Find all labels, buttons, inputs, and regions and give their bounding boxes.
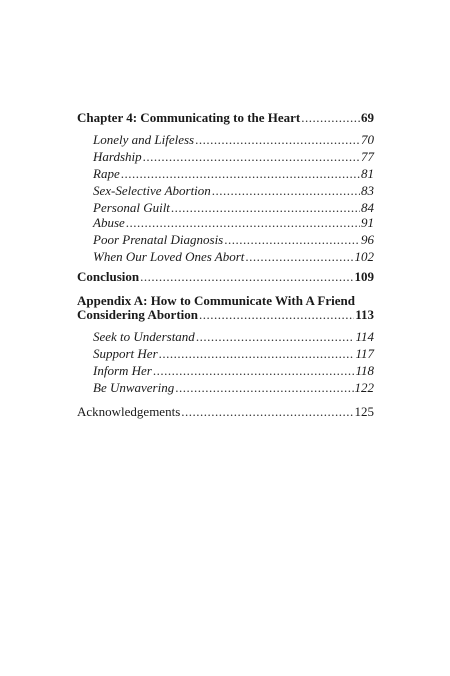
dot-leader	[301, 109, 360, 127]
entry-title: Support Her	[93, 346, 158, 361]
dot-leader	[126, 214, 360, 232]
entry-title: Chapter 4: Communicating to the Heart	[77, 110, 301, 125]
toc-subentry[interactable]	[93, 214, 374, 232]
entry-title: Hardship	[93, 149, 142, 164]
entry-page-number: 117	[355, 346, 374, 361]
toc-subentry[interactable]	[93, 165, 374, 183]
toc-entry-appendix-a-line1[interactable]: Appendix A: How to Communicate With A Friend	[77, 293, 355, 308]
entry-title: Considering Abortion	[77, 307, 198, 322]
toc-subentry[interactable]	[93, 148, 374, 166]
entry-page-number: 102	[354, 249, 374, 264]
dot-leader	[153, 362, 355, 380]
dot-leader	[199, 306, 354, 324]
entry-title: Lonely and Lifeless	[93, 132, 195, 147]
toc-entry-appendix-a[interactable]	[77, 306, 374, 324]
dot-leader	[245, 248, 353, 266]
entry-title: When Our Loved Ones Abort	[93, 249, 245, 264]
toc-subentry[interactable]	[93, 231, 374, 249]
entry-page-number: 91	[361, 215, 374, 230]
dot-leader	[121, 165, 360, 183]
toc-entry-conclusion[interactable]	[77, 268, 374, 286]
toc-subentry[interactable]	[93, 328, 374, 346]
entry-page-number: 113	[355, 307, 374, 322]
entry-title: Inform Her	[93, 363, 152, 378]
entry-page-number: 83	[361, 183, 374, 198]
entry-title: Be Unwavering	[93, 380, 175, 395]
entry-title: Conclusion	[77, 269, 140, 284]
dot-leader	[212, 182, 360, 200]
entry-page-number: 109	[354, 269, 374, 284]
toc-subentry[interactable]	[93, 131, 374, 149]
entry-page-number: 69	[361, 110, 374, 125]
dot-leader	[140, 268, 353, 286]
entry-page-number: 96	[361, 232, 374, 247]
toc-subentry[interactable]	[93, 362, 374, 380]
dot-leader	[224, 231, 360, 249]
entry-page-number: 70	[361, 132, 374, 147]
entry-title: Seek to Understand	[93, 329, 195, 344]
dot-leader	[143, 148, 360, 166]
toc-subentry[interactable]	[93, 379, 374, 397]
dot-leader	[181, 403, 353, 421]
toc-subentry[interactable]	[93, 345, 374, 363]
entry-page-number: 122	[354, 380, 374, 395]
entry-page-number: 125	[354, 404, 374, 419]
toc-subentry[interactable]	[93, 248, 374, 266]
toc-subentry[interactable]	[93, 182, 374, 200]
entry-page-number: 84	[361, 200, 374, 215]
entry-title: Rape	[93, 166, 120, 181]
dot-leader	[195, 131, 360, 149]
entry-title: Acknowledgements	[77, 404, 181, 419]
entry-page-number: 81	[361, 166, 374, 181]
dot-leader	[175, 379, 353, 397]
dot-leader	[159, 345, 355, 363]
entry-title: Poor Prenatal Diagnosis	[93, 232, 224, 247]
entry-title: Personal Guilt	[93, 200, 170, 215]
entry-page-number: 114	[355, 329, 374, 344]
entry-page-number: 77	[361, 149, 374, 164]
toc-entry-chapter-4[interactable]	[77, 109, 374, 127]
entry-title: Sex-Selective Abortion	[93, 183, 211, 198]
toc-entry-acknowledgements[interactable]	[77, 403, 374, 421]
dot-leader	[196, 328, 355, 346]
entry-page-number: 118	[355, 363, 374, 378]
entry-title: Abuse	[93, 215, 125, 230]
